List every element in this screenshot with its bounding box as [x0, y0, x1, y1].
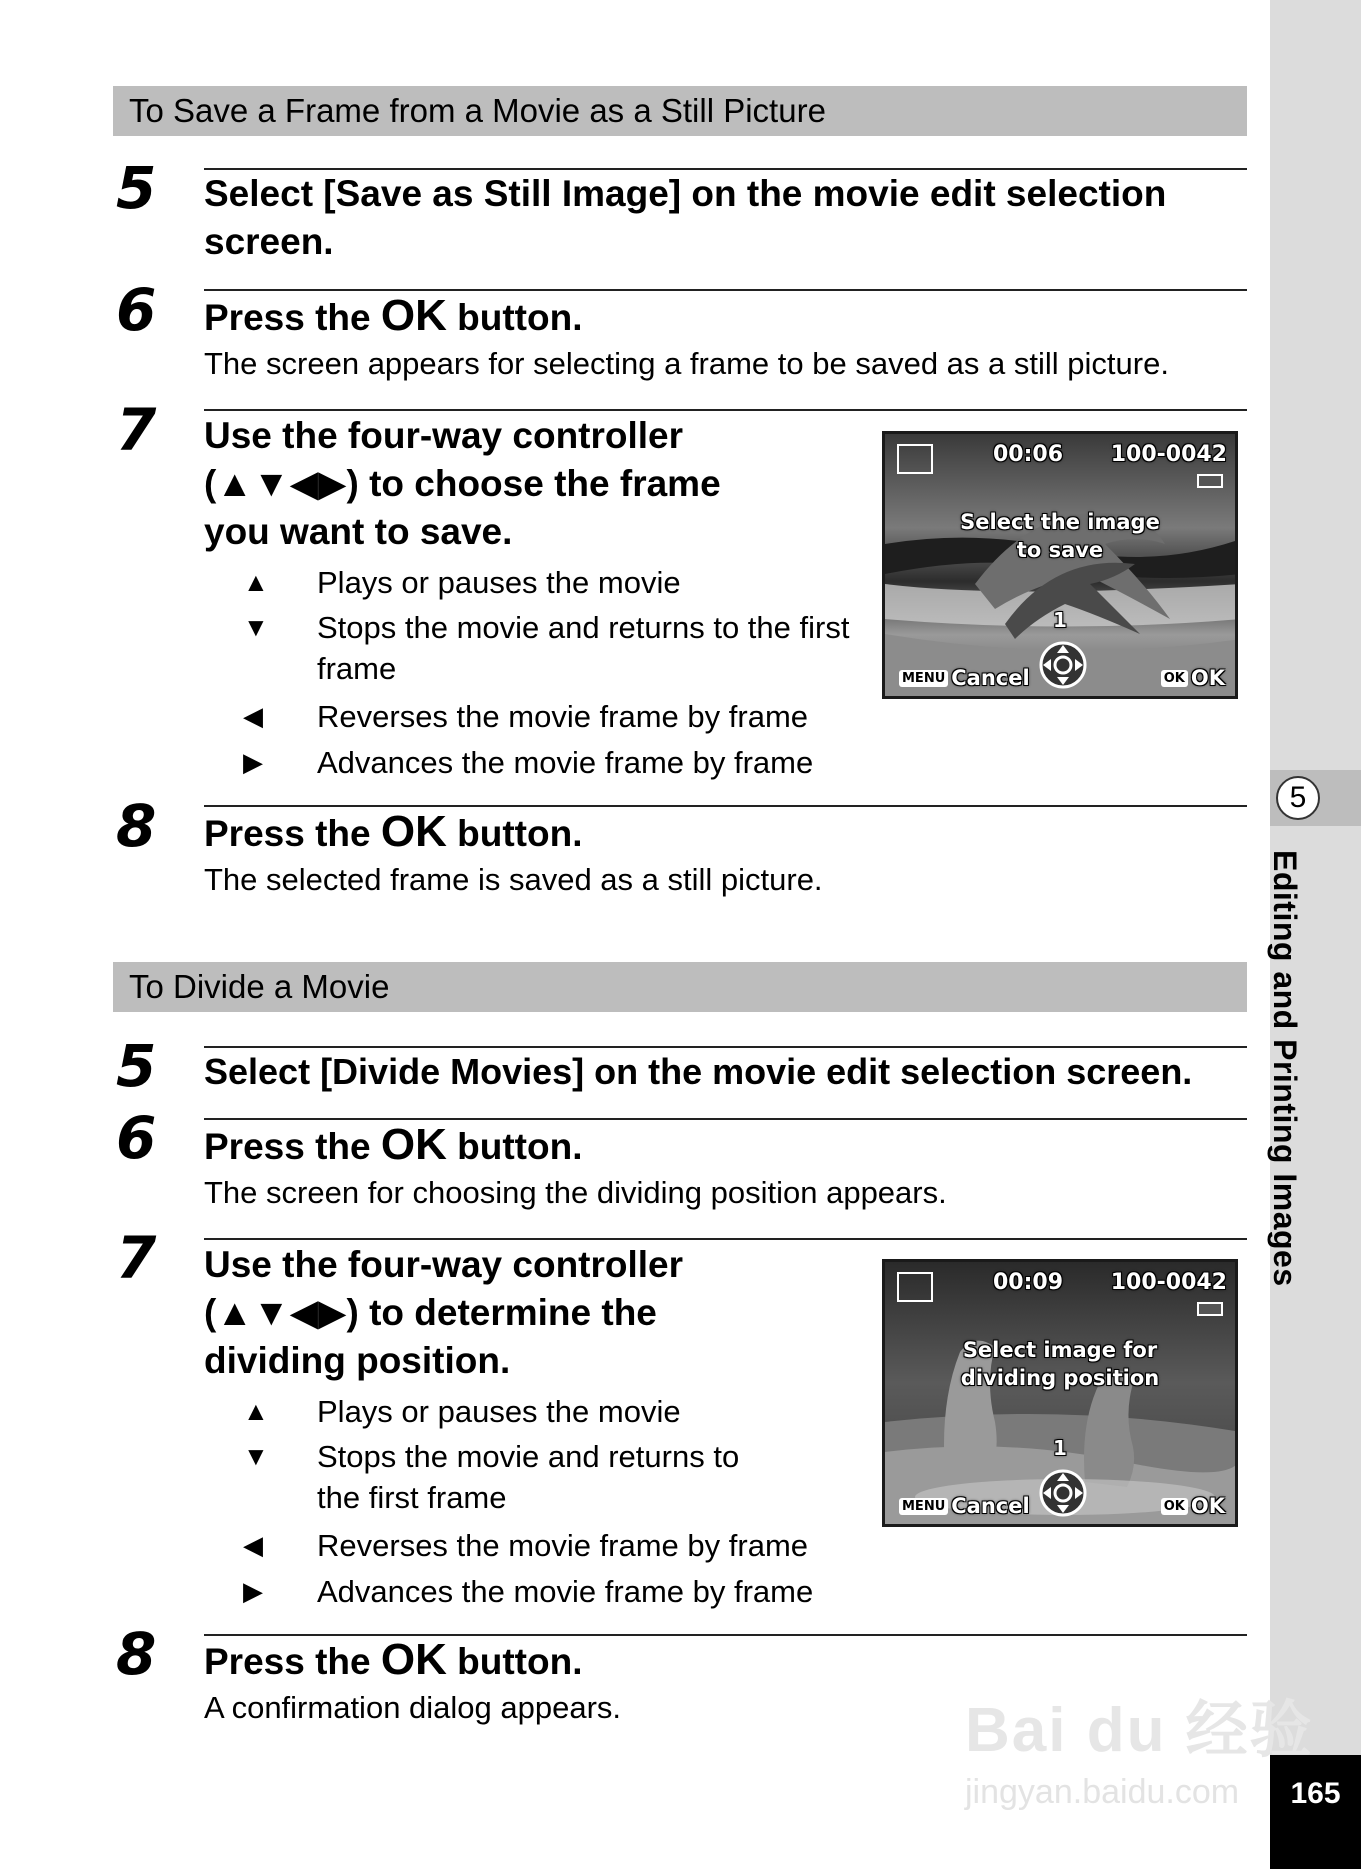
step-heading: Press the OK button. [204, 807, 583, 856]
section-title-save-frame: To Save a Frame from a Movie as a Still Picture [113, 86, 1247, 136]
step-number: 8 [116, 792, 157, 860]
step-description: The screen for choosing the dividing position appears. [204, 1175, 947, 1210]
step-heading: Press the OK button. [204, 1635, 583, 1684]
frame-counter: 1 [1053, 1436, 1067, 1460]
frame-counter: 1 [1053, 608, 1067, 632]
cancel-hint: MENU Cancel [899, 1494, 1030, 1518]
step-number: 6 [116, 1104, 157, 1172]
ok-glyph: OK [380, 291, 447, 340]
step-heading: Select [Divide Movies] on the movie edit selection screen. [204, 1051, 1193, 1092]
watermark-logo: Bai du 经验 [965, 1696, 1314, 1765]
step-number: 5 [116, 154, 157, 222]
watermark-url: jingyan.baidu.com [965, 1773, 1240, 1811]
bullet-text: Plays or pauses the movie [317, 1394, 681, 1429]
bullet-text: Stops the movie and returns to the first frame [317, 610, 850, 686]
camera-screen-divide-movie [882, 1259, 1238, 1527]
step-heading: Press the OK button. [204, 291, 583, 340]
page-number: 165 [1270, 1755, 1361, 1869]
step-divider [204, 289, 1247, 291]
step-divider [204, 1118, 1247, 1120]
ok-hint: OK OK [1161, 1494, 1225, 1518]
step-heading: Use the four-way controller (▲▼◀▶) to determine the dividing position. [204, 1244, 684, 1381]
bullet-text: Plays or pauses the movie [317, 565, 681, 600]
step-heading: Use the four-way controller (▲▼◀▶) to choose the frame you want to save. [204, 415, 721, 552]
step-description: A confirmation dialog appears. [204, 1690, 622, 1725]
bullet-text: Advances the movie frame by frame [317, 1574, 814, 1609]
step-number: 8 [116, 1620, 157, 1688]
battery-icon [1197, 1302, 1223, 1316]
elapsed-time: 00:09 [993, 1270, 1064, 1295]
bullet-symbol: ◀ [243, 1530, 263, 1560]
movie-frame-dolphins [885, 1262, 1238, 1527]
step-heading: Select [Save as Still Image] on the movie edit selection screen. [204, 173, 1167, 262]
bullet-text: Reverses the movie frame by frame [317, 699, 809, 734]
screen-message: Select image for dividing position [960, 1338, 1160, 1390]
step-number: 7 [116, 396, 157, 464]
movie-mode-icon [897, 444, 933, 474]
screen-message: Select the image to save [960, 510, 1160, 562]
chapter-number: 5 [1276, 776, 1320, 820]
step-number: 5 [116, 1032, 157, 1100]
ok-key-icon: OK [1161, 670, 1188, 687]
ok-glyph: OK [380, 807, 447, 856]
ok-glyph: OK [380, 1120, 447, 1169]
bullet-symbol: ▶ [243, 1576, 263, 1606]
menu-key-icon: MENU [899, 670, 948, 687]
battery-icon [1197, 474, 1223, 488]
step-number: 7 [116, 1224, 157, 1292]
elapsed-time: 00:06 [993, 442, 1064, 467]
ok-hint: OK OK [1161, 666, 1225, 690]
bullet-text: Stops the movie and returns to the first frame [317, 1439, 740, 1515]
section-title-divide-movie: To Divide a Movie [113, 962, 1247, 1012]
step-heading: Press the OK button. [204, 1120, 583, 1169]
ok-glyph: OK [380, 1635, 447, 1684]
bullet-symbol: ▲ [243, 1396, 269, 1426]
ok-key-icon: OK [1161, 1498, 1188, 1515]
movie-divide-icon [897, 1272, 933, 1302]
chapter-title: Editing and Printing Images [1267, 850, 1303, 1287]
bullet-symbol: ▼ [243, 612, 269, 642]
bullet-symbol: ▼ [243, 1441, 269, 1471]
step-divider [204, 805, 1247, 807]
menu-key-icon: MENU [899, 1498, 948, 1515]
file-number: 100-0042 [1110, 442, 1227, 467]
bullet-symbol: ◀ [243, 701, 263, 731]
movie-frame-dolphin [885, 434, 1238, 699]
file-number: 100-0042 [1110, 1270, 1227, 1295]
step-description: The selected frame is saved as a still picture. [204, 862, 823, 897]
bullet-symbol: ▲ [243, 567, 269, 597]
bullet-symbol: ▶ [243, 747, 263, 777]
step-number: 6 [116, 276, 157, 344]
step-divider [204, 1238, 1247, 1240]
cancel-hint: MENU Cancel [899, 666, 1030, 690]
bullet-text: Advances the movie frame by frame [317, 745, 814, 780]
bullet-text: Reverses the movie frame by frame [317, 1528, 809, 1563]
camera-screen-save-frame [882, 431, 1238, 699]
step-description: The screen appears for selecting a frame to be saved as a still picture. [204, 346, 1169, 381]
step-divider [204, 409, 1247, 411]
